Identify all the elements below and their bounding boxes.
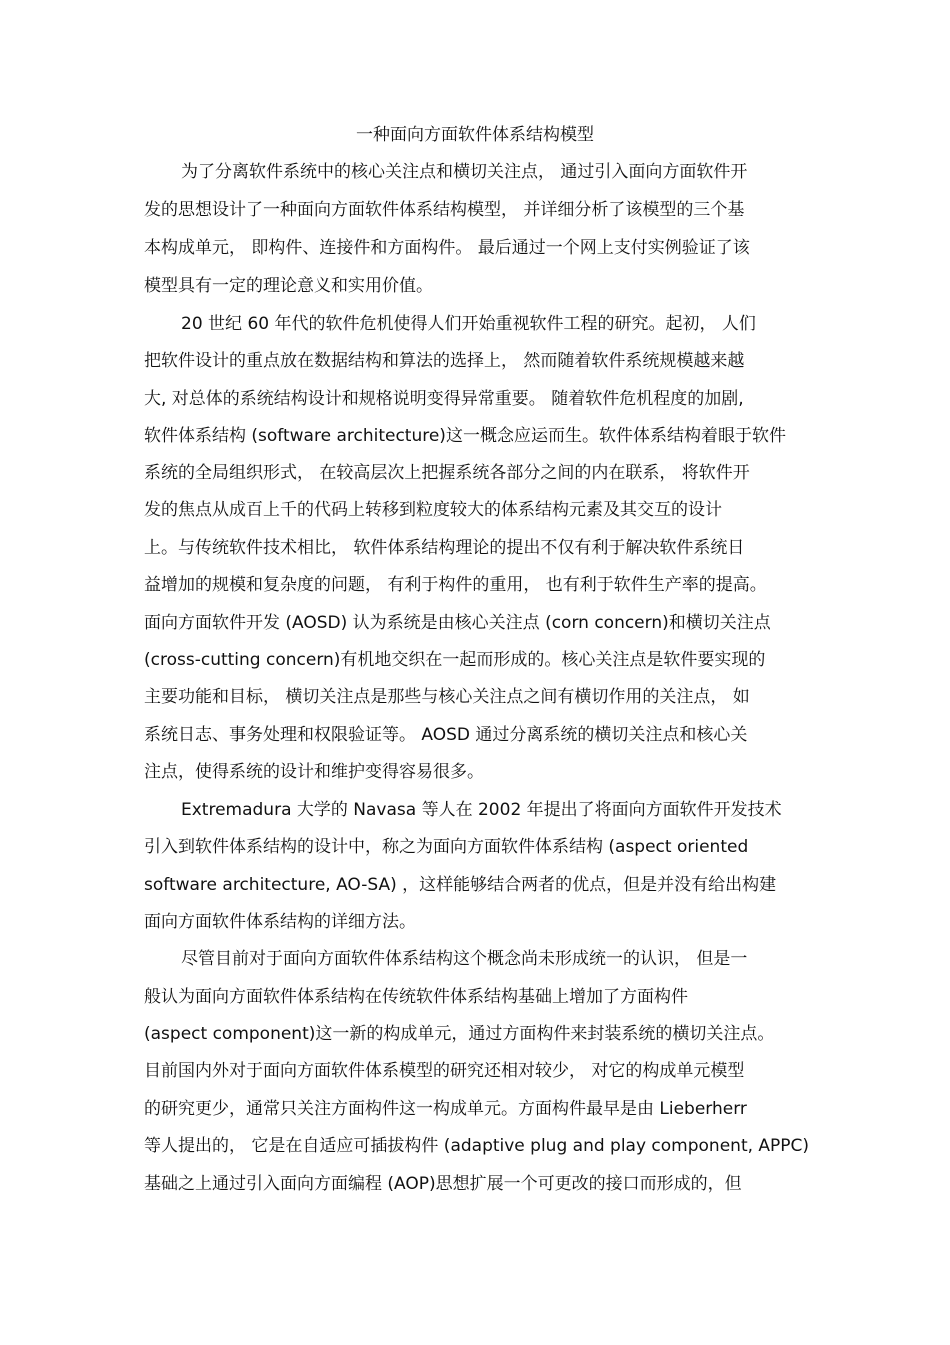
paragraph-2-line-3: 大, 对总体的系统结构设计和规格说明变得异常重要。 随着软件危机程度的加剧, bbox=[144, 389, 744, 409]
paragraph-3-line-2: 引入到软件体系结构的设计中，称之为面向方面软件体系结构 (aspect oriented bbox=[144, 837, 749, 857]
paragraph-2-line-5: 系统的全局组织形式， 在较高层次上把握系统各部分之间的内在联系， 将软件开 bbox=[144, 463, 750, 483]
paragraph-3-line-1: Extremadura 大学的 Navasa 等人在 2002 年提出了将面向方面软件开发技术 bbox=[181, 800, 782, 820]
paragraph-4-line-3: (aspect component)这一新的构成单元，通过方面构件来封装系统的横切关注点。 bbox=[144, 1024, 775, 1044]
paragraph-2-line-7: 上。与传统软件技术相比， 软件体系结构理论的提出不仅有利于解决软件系统日 bbox=[144, 538, 745, 558]
paragraph-1-line-3: 本构成单元， 即构件、连接件和方面构件。 最后通过一个网上支付实例验证了该 bbox=[144, 238, 750, 258]
paragraph-2-line-6: 发的焦点从成百上千的代码上转移到粒度较大的体系结构元素及其交互的设计 bbox=[144, 500, 722, 520]
paragraph-3-line-3: software architecture, AO-SA) ，这样能够结合两者的优点，但是并没有给出构建 bbox=[144, 875, 777, 895]
paragraph-3-line-4: 面向方面软件体系结构的详细方法。 bbox=[144, 912, 416, 932]
paragraph-2-line-10: (cross-cutting concern)有机地交织在一起而形成的。核心关注点是软件要实现的 bbox=[144, 650, 766, 670]
document-title: 一种面向方面软件体系结构模型 bbox=[356, 125, 594, 145]
paragraph-2-line-11: 主要功能和目标， 横切关注点是那些与核心关注点之间有横切作用的关注点， 如 bbox=[144, 687, 750, 707]
paragraph-4-line-6: 等人提出的， 它是在自适应可插拔构件 (adaptive plug and play component, APPC) bbox=[144, 1136, 810, 1156]
paragraph-4-line-4: 目前国内外对于面向方面软件体系模型的研究还相对较少， 对它的构成单元模型 bbox=[144, 1061, 745, 1081]
paragraph-2-line-8: 益增加的规模和复杂度的问题， 有利于构件的重用， 也有利于软件生产率的提高。 bbox=[144, 575, 767, 595]
paragraph-2-line-9: 面向方面软件开发 (AOSD) 认为系统是由核心关注点 (corn concern)和横切关注点 bbox=[144, 613, 771, 633]
paragraph-2-line-12: 系统日志、事务处理和权限验证等。 AOSD 通过分离系统的横切关注点和核心关 bbox=[144, 725, 748, 745]
paragraph-4-line-7: 基础之上通过引入面向方面编程 (AOP)思想扩展一个可更改的接口而形成的，但 bbox=[144, 1174, 742, 1194]
paragraph-4-line-5: 的研究更少，通常只关注方面构件这一构成单元。方面构件最早是由 Lieberherr bbox=[144, 1099, 747, 1119]
paragraph-4-line-1: 尽管目前对于面向方面软件体系结构这个概念尚未形成统一的认识， 但是一 bbox=[181, 949, 748, 969]
paragraph-2-line-2: 把软件设计的重点放在数据结构和算法的选择上， 然而随着软件系统规模越来越 bbox=[144, 351, 745, 371]
paragraph-2-line-1: 20 世纪 60 年代的软件危机使得人们开始重视软件工程的研究。起初， 人们 bbox=[181, 314, 756, 334]
paragraph-2-line-13: 注点，使得系统的设计和维护变得容易很多。 bbox=[144, 762, 484, 782]
paragraph-4-line-2: 般认为面向方面软件体系结构在传统软件体系结构基础上增加了方面构件 bbox=[144, 987, 688, 1007]
paragraph-2-line-4: 软件体系结构 (software architecture)这一概念应运而生。软件体系结构着眼于软件 bbox=[144, 426, 786, 446]
paragraph-1-line-4: 模型具有一定的理论意义和实用价值。 bbox=[144, 276, 433, 296]
paragraph-1-line-2: 发的思想设计了一种面向方面软件体系结构模型， 并详细分析了该模型的三个基 bbox=[144, 200, 745, 220]
paragraph-1-line-1: 为了分离软件系统中的核心关注点和横切关注点， 通过引入面向方面软件开 bbox=[181, 162, 748, 182]
